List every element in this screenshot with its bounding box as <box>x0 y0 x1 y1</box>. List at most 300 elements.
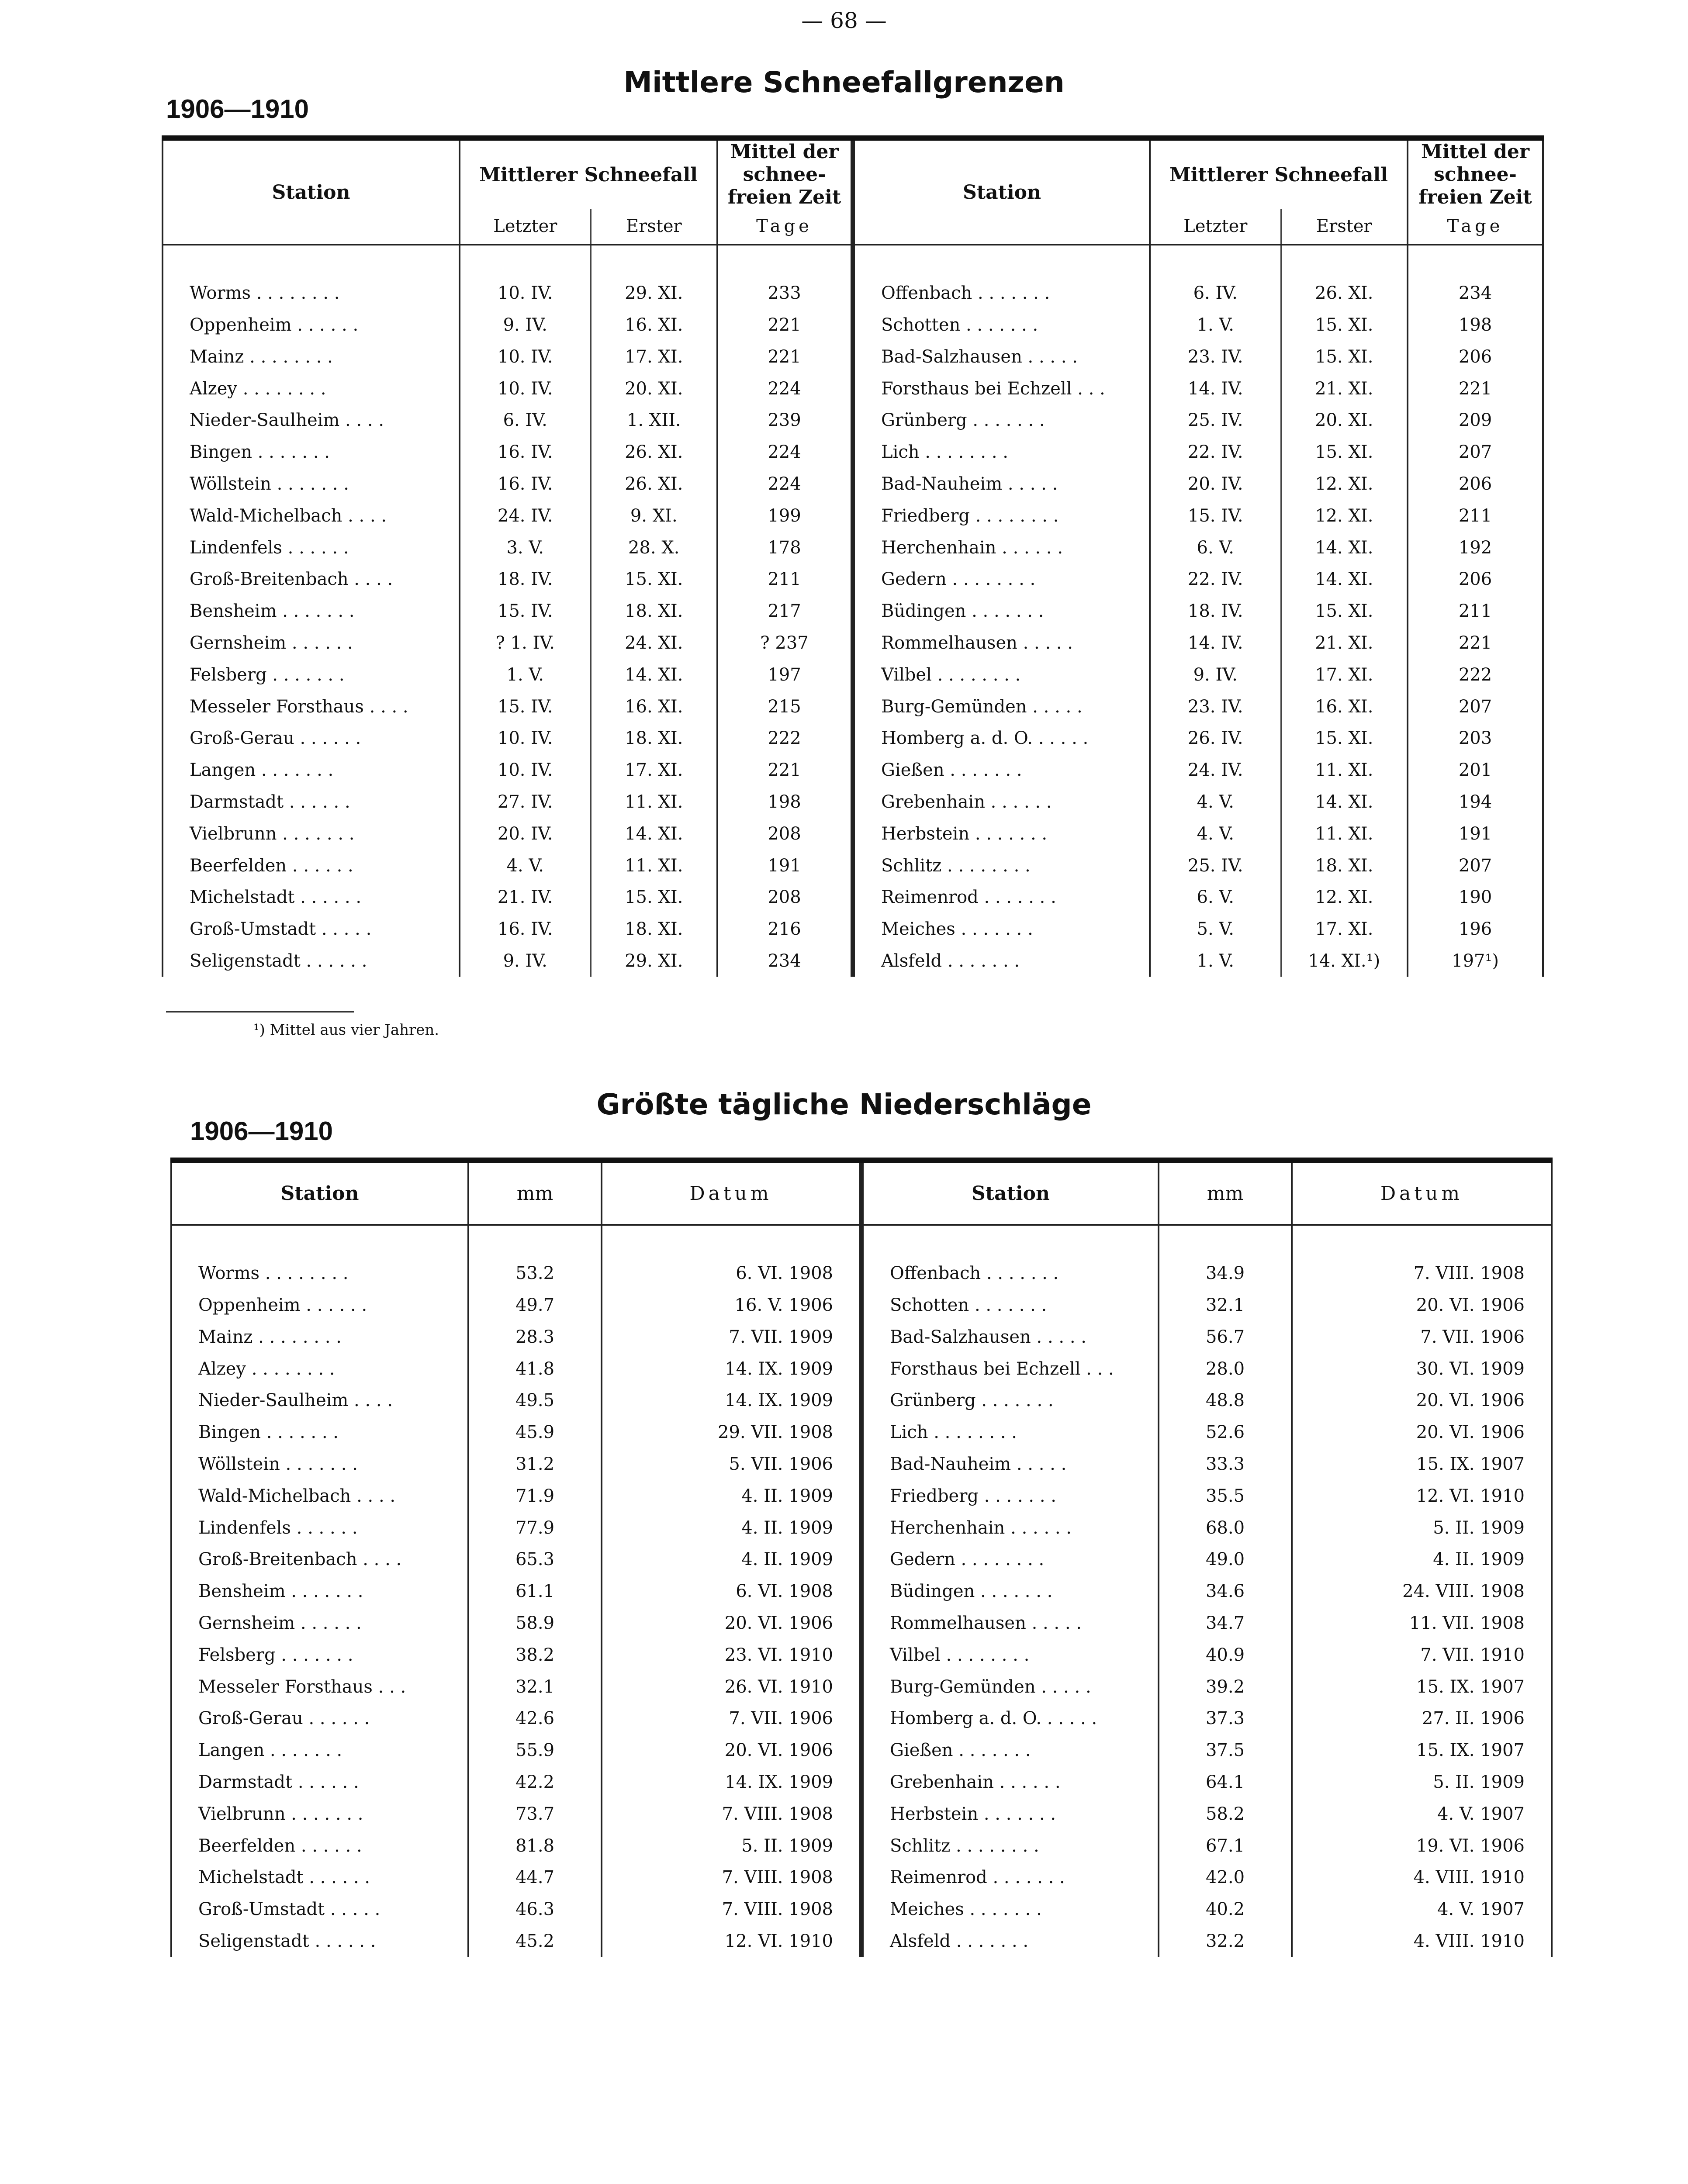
snow-free-days: 191 <box>1408 818 1543 850</box>
station-name: Messeler Forsthaus . . . . <box>163 691 460 722</box>
snow-period-label: 1906—1910 <box>166 94 309 124</box>
snow-free-days: 239 <box>717 404 853 436</box>
first-snowfall: 9. XI. <box>591 500 717 532</box>
station-name: Nieder-Saulheim . . . . <box>171 1385 468 1417</box>
table-row <box>171 1925 1552 1957</box>
station-name: Beerfelden . . . . . . <box>163 850 460 881</box>
table-row <box>163 881 1543 913</box>
station-name: Michelstadt . . . . . . <box>171 1862 468 1894</box>
first-snowfall: 18. XI. <box>591 722 717 754</box>
first-snowfall: 18. XI. <box>1281 850 1408 881</box>
precip-mm: 32.1 <box>1159 1289 1292 1321</box>
last-snowfall: 9. IV. <box>460 309 591 341</box>
precip-date: 5. II. 1909 <box>1292 1512 1552 1544</box>
precip-mm: 61.1 <box>468 1576 602 1607</box>
table-row <box>171 1448 1552 1480</box>
first-snowfall: 14. XI. <box>591 818 717 850</box>
header-date: Datum <box>1292 1160 1552 1225</box>
precip-mm: 65.3 <box>468 1544 602 1576</box>
station-name: Alsfeld . . . . . . . <box>861 1925 1159 1957</box>
precip-date: 20. VI. 1906 <box>602 1607 861 1639</box>
station-name: Reimenrod . . . . . . . <box>853 881 1150 913</box>
station-name: Friedberg . . . . . . . . <box>853 500 1150 532</box>
snow-free-days: 234 <box>1408 277 1543 309</box>
precip-table <box>170 1158 1553 1957</box>
precip-date: 4. II. 1909 <box>602 1544 861 1576</box>
first-snowfall: 15. XI. <box>591 563 717 595</box>
station-name: Worms . . . . . . . . <box>171 1258 468 1289</box>
station-name: Rommelhausen . . . . . <box>853 627 1150 659</box>
precip-mm: 52.6 <box>1159 1417 1292 1448</box>
table-row <box>171 1703 1552 1735</box>
precip-date: 7. VII. 1906 <box>1292 1321 1552 1353</box>
precip-date: 14. IX. 1909 <box>602 1766 861 1798</box>
first-snowfall: 1. XII. <box>591 404 717 436</box>
precip-mm: 67.1 <box>1159 1830 1292 1862</box>
station-name: Alzey . . . . . . . . <box>163 373 460 404</box>
table-row <box>163 341 1543 373</box>
precip-section-title: Größte tägliche Niederschläge <box>596 1088 1092 1121</box>
table-row <box>171 1607 1552 1639</box>
last-snowfall: 4. V. <box>1150 818 1281 850</box>
snow-free-days: 208 <box>717 881 853 913</box>
station-name: Gießen . . . . . . . <box>861 1735 1159 1766</box>
table-row <box>163 945 1543 977</box>
station-name: Felsberg . . . . . . . <box>171 1639 468 1671</box>
snow-free-days: 198 <box>1408 309 1543 341</box>
snow-free-days: 178 <box>717 532 853 563</box>
station-name: Meiches . . . . . . . <box>853 913 1150 945</box>
station-name: Bensheim . . . . . . . <box>163 595 460 627</box>
table-row <box>163 786 1543 818</box>
last-snowfall: 24. IV. <box>1150 754 1281 786</box>
station-name: Darmstadt . . . . . . <box>163 786 460 818</box>
snow-free-days: 211 <box>717 563 853 595</box>
first-snowfall: 14. XI.¹) <box>1281 945 1408 977</box>
header-date: Datum <box>602 1160 861 1225</box>
station-name: Gedern . . . . . . . . <box>853 563 1150 595</box>
precip-date: 20. VI. 1906 <box>1292 1385 1552 1417</box>
station-name: Lich . . . . . . . . <box>861 1417 1159 1448</box>
table-row <box>163 373 1543 404</box>
snow-free-days: 224 <box>717 468 853 500</box>
snow-free-days: 224 <box>717 373 853 404</box>
precip-date: 11. VII. 1908 <box>1292 1607 1552 1639</box>
last-snowfall: 25. IV. <box>1150 404 1281 436</box>
precip-mm: 45.2 <box>468 1925 602 1957</box>
first-snowfall: 11. XI. <box>1281 818 1408 850</box>
precip-date: 7. VIII. 1908 <box>1292 1258 1552 1289</box>
last-snowfall: 10. IV. <box>460 341 591 373</box>
last-snowfall: 10. IV. <box>460 277 591 309</box>
first-snowfall: 24. XI. <box>591 627 717 659</box>
first-snowfall: 15. XI. <box>1281 595 1408 627</box>
station-name: Alzey . . . . . . . . <box>171 1353 468 1385</box>
station-name: Offenbach . . . . . . . <box>861 1258 1159 1289</box>
table-row <box>163 277 1543 309</box>
precip-date: 7. VIII. 1908 <box>602 1862 861 1894</box>
precip-date: 4. V. 1907 <box>1292 1894 1552 1925</box>
precip-date: 5. II. 1909 <box>602 1830 861 1862</box>
station-name: Rommelhausen . . . . . <box>861 1607 1159 1639</box>
station-name: Bad-Salzhausen . . . . . <box>853 341 1150 373</box>
precip-mm: 34.9 <box>1159 1258 1292 1289</box>
station-name: Herchenhain . . . . . . <box>861 1512 1159 1544</box>
precip-mm: 41.8 <box>468 1353 602 1385</box>
first-snowfall: 20. XI. <box>1281 404 1408 436</box>
header-days: Tage <box>1408 209 1543 245</box>
table-row <box>171 1289 1552 1321</box>
snow-free-days: 206 <box>1408 563 1543 595</box>
station-name: Wald-Michelbach . . . . <box>171 1480 468 1512</box>
last-snowfall: 27. IV. <box>460 786 591 818</box>
station-name: Schlitz . . . . . . . . <box>853 850 1150 881</box>
snow-free-days: 208 <box>717 818 853 850</box>
header-first: Erster <box>591 209 717 245</box>
footnote-rule <box>166 1011 354 1013</box>
first-snowfall: 17. XI. <box>591 754 717 786</box>
precip-date: 6. VI. 1908 <box>602 1576 861 1607</box>
table-row <box>171 1830 1552 1862</box>
header-mm: mm <box>1159 1160 1292 1225</box>
precip-mm: 40.2 <box>1159 1894 1292 1925</box>
last-snowfall: 18. IV. <box>460 563 591 595</box>
station-name: Seligenstadt . . . . . . <box>163 945 460 977</box>
first-snowfall: 15. XI. <box>1281 341 1408 373</box>
station-name: Burg-Gemünden . . . . . <box>853 691 1150 722</box>
precip-date: 15. IX. 1907 <box>1292 1671 1552 1703</box>
snow-free-days: 233 <box>717 277 853 309</box>
precip-date: 12. VI. 1910 <box>602 1925 861 1957</box>
last-snowfall: 1. V. <box>460 659 591 691</box>
station-name: Herbstein . . . . . . . <box>861 1798 1159 1830</box>
precip-date: 20. VI. 1906 <box>1292 1289 1552 1321</box>
snow-free-days: 194 <box>1408 786 1543 818</box>
last-snowfall: 23. IV. <box>1150 341 1281 373</box>
table-row <box>163 595 1543 627</box>
table-row <box>171 1894 1552 1925</box>
precip-mm: 64.1 <box>1159 1766 1292 1798</box>
last-snowfall: 18. IV. <box>1150 595 1281 627</box>
last-snowfall: 15. IV. <box>1150 500 1281 532</box>
station-name: Groß-Breitenbach . . . . <box>163 563 460 595</box>
first-snowfall: 16. XI. <box>591 309 717 341</box>
snow-free-days: 221 <box>1408 627 1543 659</box>
precip-mm: 32.1 <box>468 1671 602 1703</box>
precip-date: 5. II. 1909 <box>1292 1766 1552 1798</box>
table-row <box>163 563 1543 595</box>
station-name: Bad-Nauheim . . . . . <box>853 468 1150 500</box>
precip-date: 27. II. 1906 <box>1292 1703 1552 1735</box>
first-snowfall: 16. XI. <box>591 691 717 722</box>
station-name: Oppenheim . . . . . . <box>163 309 460 341</box>
snow-free-days: 222 <box>717 722 853 754</box>
first-snowfall: 17. XI. <box>1281 659 1408 691</box>
first-snowfall: 14. XI. <box>591 659 717 691</box>
last-snowfall: 23. IV. <box>1150 691 1281 722</box>
first-snowfall: 15. XI. <box>1281 309 1408 341</box>
station-name: Bingen . . . . . . . <box>163 436 460 468</box>
header-station: Station <box>853 138 1150 245</box>
last-snowfall: 6. V. <box>1150 532 1281 563</box>
table-row <box>163 913 1543 945</box>
snow-section-title: Mittlere Schneefallgrenzen <box>623 66 1065 99</box>
first-snowfall: 12. XI. <box>1281 468 1408 500</box>
precip-mm: 49.5 <box>468 1385 602 1417</box>
last-snowfall: 6. IV. <box>460 404 591 436</box>
last-snowfall: 5. V. <box>1150 913 1281 945</box>
snow-free-days: 207 <box>1408 691 1543 722</box>
station-name: Wald-Michelbach . . . . <box>163 500 460 532</box>
station-name: Offenbach . . . . . . . <box>853 277 1150 309</box>
header-mean-snowfall: Mittlerer Schneefall <box>1150 138 1408 209</box>
table-row <box>163 850 1543 881</box>
precip-mm: 44.7 <box>468 1862 602 1894</box>
station-name: Reimenrod . . . . . . . <box>861 1862 1159 1894</box>
precip-date: 4. II. 1909 <box>1292 1544 1552 1576</box>
precip-date: 23. VI. 1910 <box>602 1639 861 1671</box>
station-name: Groß-Gerau . . . . . . <box>163 722 460 754</box>
last-snowfall: 26. IV. <box>1150 722 1281 754</box>
last-snowfall: 25. IV. <box>1150 850 1281 881</box>
station-name: Wöllstein . . . . . . . <box>171 1448 468 1480</box>
precip-date: 7. VII. 1906 <box>602 1703 861 1735</box>
table-row <box>171 1480 1552 1512</box>
snow-free-days: 199 <box>717 500 853 532</box>
station-name: Homberg a. d. O. . . . . . <box>853 722 1150 754</box>
precip-date: 19. VI. 1906 <box>1292 1830 1552 1862</box>
precip-mm: 34.6 <box>1159 1576 1292 1607</box>
first-snowfall: 15. XI. <box>591 881 717 913</box>
table-row <box>163 722 1543 754</box>
first-snowfall: 11. XI. <box>1281 754 1408 786</box>
snow-free-days: 206 <box>1408 341 1543 373</box>
station-name: Alsfeld . . . . . . . <box>853 945 1150 977</box>
table-row <box>163 754 1543 786</box>
station-name: Langen . . . . . . . <box>163 754 460 786</box>
precip-mm: 45.9 <box>468 1417 602 1448</box>
table-row <box>163 468 1543 500</box>
first-snowfall: 17. XI. <box>1281 913 1408 945</box>
snow-free-days: 196 <box>1408 913 1543 945</box>
last-snowfall: 15. IV. <box>460 595 591 627</box>
precip-date: 5. VII. 1906 <box>602 1448 861 1480</box>
station-name: Seligenstadt . . . . . . <box>171 1925 468 1957</box>
station-name: Bad-Salzhausen . . . . . <box>861 1321 1159 1353</box>
precip-mm: 31.2 <box>468 1448 602 1480</box>
header-mean-snowfall: Mittlerer Schneefall <box>460 138 717 209</box>
precip-date: 24. VIII. 1908 <box>1292 1576 1552 1607</box>
table-row <box>171 1862 1552 1894</box>
precip-mm: 58.2 <box>1159 1798 1292 1830</box>
table-row <box>163 818 1543 850</box>
station-name: Groß-Breitenbach . . . . <box>171 1544 468 1576</box>
last-snowfall: 22. IV. <box>1150 436 1281 468</box>
last-snowfall: 1. V. <box>1150 309 1281 341</box>
station-name: Grünberg . . . . . . . <box>861 1385 1159 1417</box>
precip-mm: 55.9 <box>468 1735 602 1766</box>
snow-free-days: 211 <box>1408 595 1543 627</box>
precip-mm: 77.9 <box>468 1512 602 1544</box>
snow-free-days: 224 <box>717 436 853 468</box>
snow-free-days: 197¹) <box>1408 945 1543 977</box>
first-snowfall: 21. XI. <box>1281 373 1408 404</box>
first-snowfall: 29. XI. <box>591 277 717 309</box>
precip-mm: 56.7 <box>1159 1321 1292 1353</box>
station-name: Gernsheim . . . . . . <box>163 627 460 659</box>
precip-mm: 32.2 <box>1159 1925 1292 1957</box>
table-row <box>163 500 1543 532</box>
first-snowfall: 29. XI. <box>591 945 717 977</box>
station-name: Bad-Nauheim . . . . . <box>861 1448 1159 1480</box>
snow-free-days: 203 <box>1408 722 1543 754</box>
station-name: Worms . . . . . . . . <box>163 277 460 309</box>
precip-date: 14. IX. 1909 <box>602 1385 861 1417</box>
first-snowfall: 16. XI. <box>1281 691 1408 722</box>
last-snowfall: 10. IV. <box>460 373 591 404</box>
snow-free-days: 197 <box>717 659 853 691</box>
header-last: Letzter <box>460 209 591 245</box>
snow-free-days: 192 <box>1408 532 1543 563</box>
station-name: Grebenhain . . . . . . <box>853 786 1150 818</box>
station-name: Messeler Forsthaus . . . <box>171 1671 468 1703</box>
last-snowfall: 6. V. <box>1150 881 1281 913</box>
last-snowfall: 24. IV. <box>460 500 591 532</box>
precip-mm: 37.3 <box>1159 1703 1292 1735</box>
first-snowfall: 17. XI. <box>591 341 717 373</box>
snow-free-days: 209 <box>1408 404 1543 436</box>
station-name: Herbstein . . . . . . . <box>853 818 1150 850</box>
precip-mm: 34.7 <box>1159 1607 1292 1639</box>
station-name: Michelstadt . . . . . . <box>163 881 460 913</box>
precip-date: 16. V. 1906 <box>602 1289 861 1321</box>
precip-mm: 71.9 <box>468 1480 602 1512</box>
table-row <box>171 1639 1552 1671</box>
snow-free-days: 221 <box>717 341 853 373</box>
precip-mm: 33.3 <box>1159 1448 1292 1480</box>
first-snowfall: 14. XI. <box>1281 786 1408 818</box>
precip-mm: 73.7 <box>468 1798 602 1830</box>
precip-mm: 46.3 <box>468 1894 602 1925</box>
station-name: Vielbrunn . . . . . . . <box>163 818 460 850</box>
precip-date: 7. VIII. 1908 <box>602 1894 861 1925</box>
station-name: Herchenhain . . . . . . <box>853 532 1150 563</box>
station-name: Bingen . . . . . . . <box>171 1417 468 1448</box>
last-snowfall: 20. IV. <box>460 818 591 850</box>
table-row <box>163 532 1543 563</box>
table-row <box>171 1321 1552 1353</box>
snow-free-days: 190 <box>1408 881 1543 913</box>
last-snowfall: 3. V. <box>460 532 591 563</box>
precip-date: 7. VII. 1909 <box>602 1321 861 1353</box>
station-name: Grebenhain . . . . . . <box>861 1766 1159 1798</box>
header-last: Letzter <box>1150 209 1281 245</box>
first-snowfall: 14. XI. <box>1281 563 1408 595</box>
precip-date: 20. VI. 1906 <box>1292 1417 1552 1448</box>
snow-footnote: ¹) Mittel aus vier Jahren. <box>253 1021 439 1039</box>
last-snowfall: 1. V. <box>1150 945 1281 977</box>
precip-mm: 81.8 <box>468 1830 602 1862</box>
precip-date: 15. IX. 1907 <box>1292 1448 1552 1480</box>
station-name: Schlitz . . . . . . . . <box>861 1830 1159 1862</box>
precip-mm: 37.5 <box>1159 1735 1292 1766</box>
snow-free-days: 217 <box>717 595 853 627</box>
station-name: Vilbel . . . . . . . . <box>861 1639 1159 1671</box>
snow-free-days: 201 <box>1408 754 1543 786</box>
station-name: Groß-Gerau . . . . . . <box>171 1703 468 1735</box>
snow-free-days: 222 <box>1408 659 1543 691</box>
header-mm: mm <box>468 1160 602 1225</box>
table-row <box>171 1544 1552 1576</box>
precip-mm: 49.7 <box>468 1289 602 1321</box>
table-row <box>171 1735 1552 1766</box>
last-snowfall: 6. IV. <box>1150 277 1281 309</box>
station-name: Vielbrunn . . . . . . . <box>171 1798 468 1830</box>
station-name: Gernsheim . . . . . . <box>171 1607 468 1639</box>
precip-date: 6. VI. 1908 <box>602 1258 861 1289</box>
table-row <box>163 436 1543 468</box>
precip-mm: 28.0 <box>1159 1353 1292 1385</box>
snow-table <box>162 135 1544 977</box>
first-snowfall: 20. XI. <box>591 373 717 404</box>
station-name: Forsthaus bei Echzell . . . <box>861 1353 1159 1385</box>
precip-date: 4. VIII. 1910 <box>1292 1925 1552 1957</box>
precip-mm: 58.9 <box>468 1607 602 1639</box>
first-snowfall: 15. XI. <box>1281 436 1408 468</box>
last-snowfall: 16. IV. <box>460 436 591 468</box>
precip-date: 4. V. 1907 <box>1292 1798 1552 1830</box>
precip-mm: 28.3 <box>468 1321 602 1353</box>
precip-date: 20. VI. 1906 <box>602 1735 861 1766</box>
precip-mm: 42.2 <box>468 1766 602 1798</box>
snow-free-days: ? 237 <box>717 627 853 659</box>
station-name: Vilbel . . . . . . . . <box>853 659 1150 691</box>
snow-free-days: 216 <box>717 913 853 945</box>
header-station: Station <box>163 138 460 245</box>
table-row <box>163 627 1543 659</box>
precip-date: 30. VI. 1909 <box>1292 1353 1552 1385</box>
snow-free-days: 215 <box>717 691 853 722</box>
precip-mm: 38.2 <box>468 1639 602 1671</box>
station-name: Büdingen . . . . . . . <box>861 1576 1159 1607</box>
snow-free-days: 221 <box>717 754 853 786</box>
page-number: — 68 — <box>801 8 887 33</box>
table-row <box>171 1766 1552 1798</box>
station-name: Wöllstein . . . . . . . <box>163 468 460 500</box>
precip-date: 14. IX. 1909 <box>602 1353 861 1385</box>
header-first: Erster <box>1281 209 1408 245</box>
last-snowfall: 16. IV. <box>460 913 591 945</box>
first-snowfall: 18. XI. <box>591 595 717 627</box>
first-snowfall: 26. XI. <box>1281 277 1408 309</box>
precip-date: 15. IX. 1907 <box>1292 1735 1552 1766</box>
snow-free-days: 207 <box>1408 436 1543 468</box>
header-days: Tage <box>717 209 853 245</box>
snow-free-days: 198 <box>717 786 853 818</box>
snow-free-days: 206 <box>1408 468 1543 500</box>
table-row <box>171 1258 1552 1289</box>
table-row <box>163 659 1543 691</box>
station-name: Oppenheim . . . . . . <box>171 1289 468 1321</box>
station-name: Groß-Umstadt . . . . . <box>163 913 460 945</box>
station-name: Grünberg . . . . . . . <box>853 404 1150 436</box>
table-row <box>171 1385 1552 1417</box>
precip-date: 29. VII. 1908 <box>602 1417 861 1448</box>
station-name: Beerfelden . . . . . . <box>171 1830 468 1862</box>
station-name: Forsthaus bei Echzell . . . <box>853 373 1150 404</box>
last-snowfall: 9. IV. <box>460 945 591 977</box>
first-snowfall: 15. XI. <box>1281 722 1408 754</box>
